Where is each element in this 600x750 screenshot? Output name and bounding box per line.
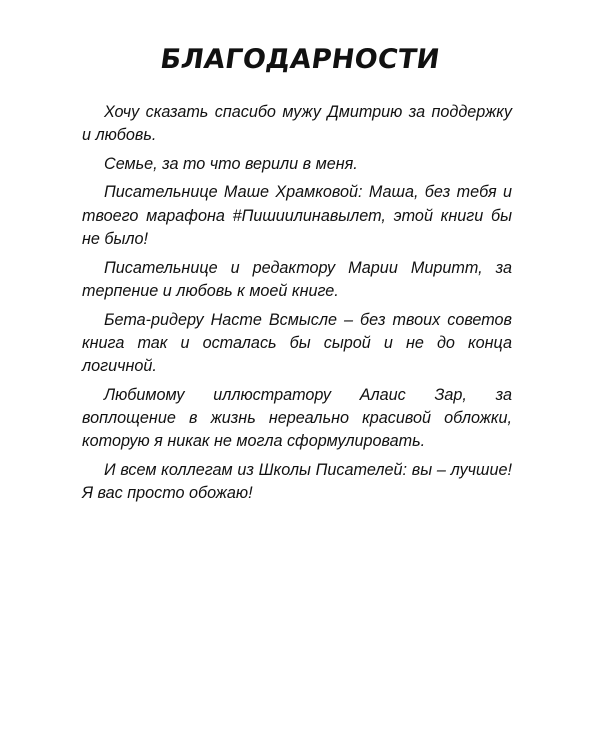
paragraph-khramkova: Писательнице Маше Храмковой: Маша, без тебя и твоего марафона #Пишиилинавылет, этой книги бы не было! bbox=[82, 183, 512, 249]
paragraph-husband: Хочу сказать спасибо мужу Дмитрию за поддержку и любовь. bbox=[82, 103, 512, 145]
paragraph-illustrator: Любимому иллюстратору Алаис Зар, за воплощение в жизнь нереально красивой обложки, которую я никак не могла сформулировать. bbox=[82, 385, 512, 451]
paragraph-family: Семье, за то что верили в меня. bbox=[104, 154, 358, 173]
paragraph-editor: Писательнице и редактору Марии Миритт, за терпение и любовь к моей книге. bbox=[82, 258, 512, 300]
page-title: БЛАГОДАРНОСТИ bbox=[158, 44, 442, 75]
paragraph-colleagues: И всем коллегам из Школы Писателей: вы – лучшие! Я вас просто обожаю! bbox=[82, 460, 512, 503]
acknowledgements-text bbox=[82, 101, 512, 511]
paragraph-beta-reader: Бета-ридеру Насте Всмысле – без твоих советов книга так и осталась бы сырой и не до конца логичной. bbox=[82, 310, 512, 376]
